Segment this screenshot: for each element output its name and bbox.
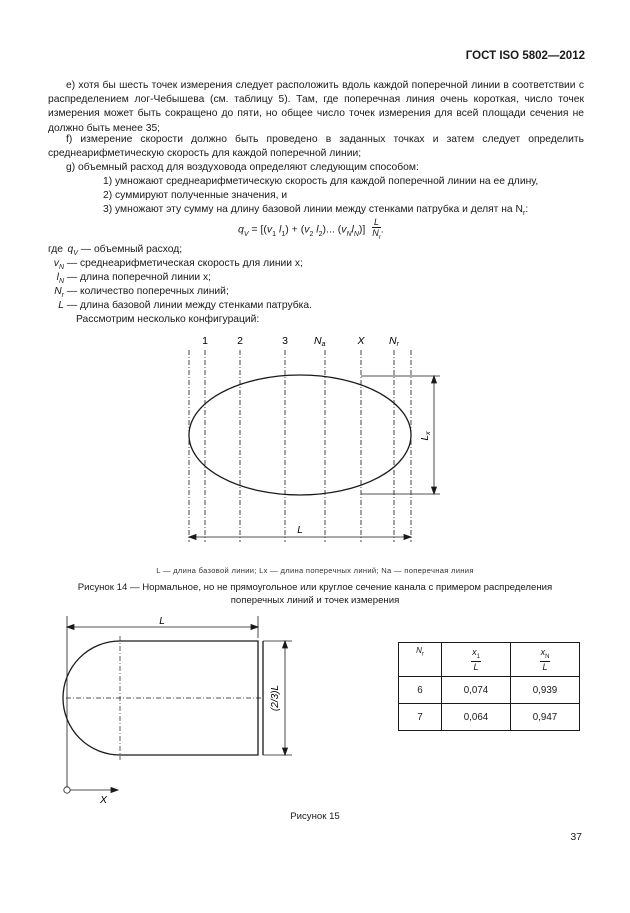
arrowhead [432,487,437,494]
dimension-l-label: L [297,525,303,536]
consider-configurations: Рассмотрим несколько конфигураций: [76,314,260,325]
paragraph-f: f) измерение скорости должно быть проведено в заданных точках и затем следует определить среднеарифметическую скорость для каждой поперечной линии; [48,134,584,160]
figure-15-caption: Рисунок 15 [290,811,340,822]
formula-fraction: $\frac{L}{N_r}$ [372,217,381,241]
traverse-label-nr: Nr [389,335,399,348]
legend-row-nr: $N_r$ — количество поперечных линий; [54,286,229,300]
axis-x-label: X [100,794,108,806]
figure-14-caption: Рисунок 14 — Нормальное, но не прямоугольное или круглое сечение канала с примером распределения поперечных линий и точек измерения [77,582,553,606]
figure-14-diagram [0,330,630,560]
dimension-23l-label: (2/3)L [270,684,281,712]
traverse-label-x: X [357,335,365,347]
header-x1-l: $\frac{x_1}{L}$ [442,643,511,677]
header-nr: $N_r$ [399,643,442,677]
cell-x1: 0,074 [442,677,511,704]
legend-row-l: L — длина базовой линии между стенками патрубка. [58,300,312,311]
cell-xn: 0,947 [511,704,580,731]
header-xn-l: $\frac{x_N}{L}$ [511,643,580,677]
centerlines [66,636,262,760]
traverse-label-3: 3 [282,335,288,347]
legend-row-vn: $v_N$ — среднеарифметическая скорость для линии x; [53,258,303,272]
origin-marker [64,787,70,793]
traverse-label-2: 2 [237,335,243,347]
figure-15-diagram [0,610,330,810]
step-1: 1) умножают среднеарифметическую скорость для каждой поперечной линии на ее длину, [103,176,539,187]
cell-nr: 7 [399,704,442,731]
document-header: ГОСТ ISO 5802—2012 [465,50,585,62]
arrowhead [432,376,437,383]
duct-cross-section-ellipse [189,375,411,495]
figure-14-labels [202,335,400,348]
arrowhead [111,788,118,793]
cell-nr: 6 [399,677,442,704]
arrowhead [283,641,288,648]
paragraph-e: е) хотя бы шесть точек измерения следует расположить вдоль каждой поперечной линии в соответствии с распределением лог-Чебышева (см. таблицу 5). Там, где поперечная линия очень короткая, число точек измерения может быть сокращено до пяти, но общее число точек измерения для всей площади сечения не должно быть менее 35; [48,80,584,134]
flow-formula: $q_V = [(v_1$ $l_1) + (v_2$ $l_2$)... $(v_Nl_N)$] $\frac{L}{N_r}$ . [238,217,384,241]
paragraph-g: g) объемный расход для воздуховода определяют следующим способом: [66,162,419,173]
dimension-top-l-label: L [159,616,165,627]
arrowhead [404,535,411,540]
step-3: 3) умножают эту сумму на длину базовой линии между стенками патрубка и делят на $N_r$: [103,204,529,218]
dimension-lx-label: $L_x$ [420,431,432,441]
cell-xn: 0,939 [511,677,580,704]
traverse-label-1: 1 [202,335,208,347]
cell-x1: 0,064 [442,704,511,731]
traverse-label-na: Na [314,335,326,348]
arrowhead [67,625,74,630]
axis-x [64,638,118,793]
table-header-row [399,643,580,677]
page-number: 37 [570,831,582,843]
step-2: 2) суммируют полученные значения, и [103,190,288,201]
figure-14-key: L — длина базовой линии; Lx — длина поперечных линий; Na — поперечная линия [156,566,474,575]
arrowhead [251,625,258,630]
arrowhead [189,535,196,540]
measurement-positions-table [398,642,580,731]
legend-row-qv: где $q_V$ — объемный расход; [48,244,183,258]
table-row [399,704,580,731]
legend-row-ln: $l_N$ — длина поперечной линии x; [56,272,212,286]
table-row [399,677,580,704]
traverse-lines [189,350,411,542]
arrowhead [283,748,288,755]
